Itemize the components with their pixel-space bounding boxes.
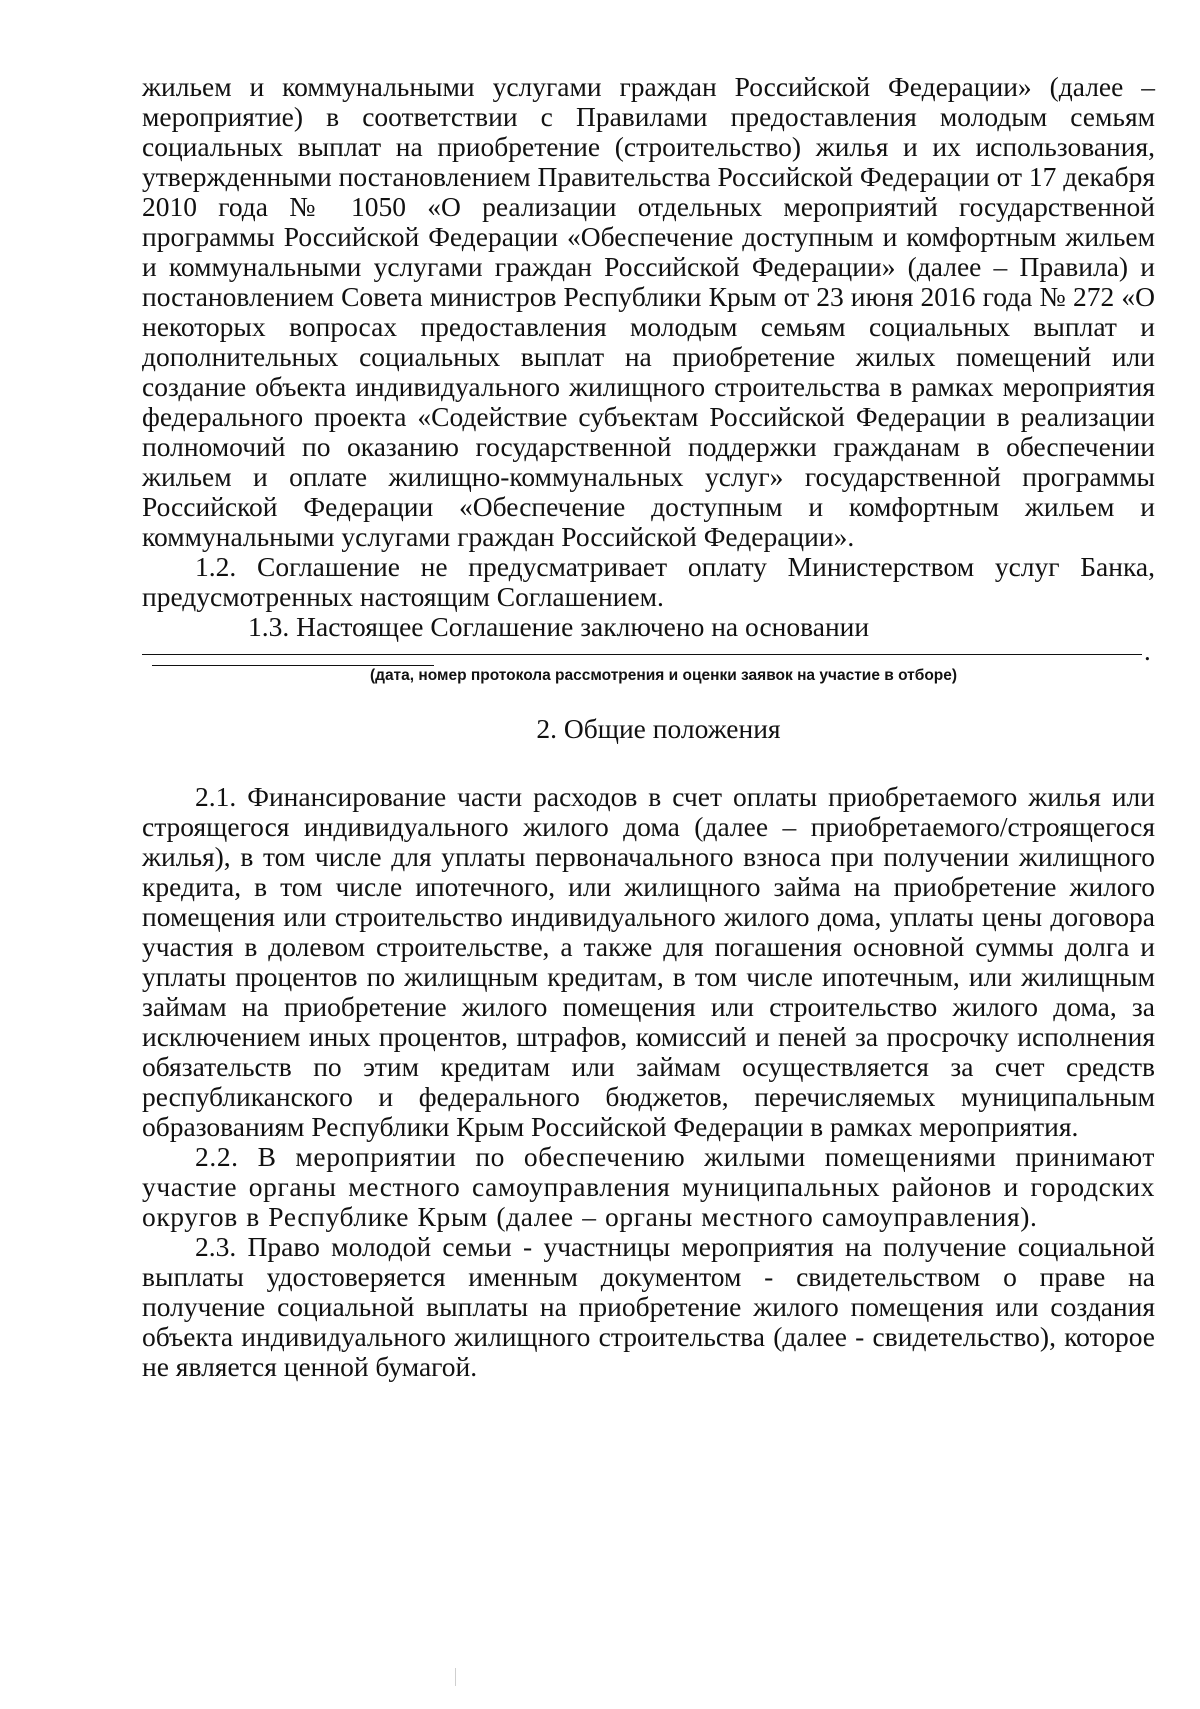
paragraph-2-1: 2.1. Финансирование части расходов в счет оплаты приобретаемого жилья или строящегося индивидуального жилого дома (далее – приобретаемого/строящегося жилья), в том числе для уплаты первоначального взноса при получении жилищного кредита, в том числе ипотечного, или жилищного займа на приобретение жилого помещения или строительство индивидуального жилого дома, уплаты цены договора участия в долевом строительстве, а также для погашения основной суммы долга и уплаты процентов по жилищным кредитам, в том числе ипотечным, или жилищным займам на приобретение жилого помещения или строительство жилого дома, за исключением иных процентов, штрафов, комиссий и пеней за просрочку исполнения обязательств по этим кредитам или займам осуществляется за счет средств республиканского и федерального бюджетов, перечисляемых муниципальным образованиям Республики Крым Российской Федерации в рамках мероприятия.	[142, 781, 1155, 1142]
paragraph-1-3-row	[142, 612, 1155, 642]
paragraph-1-2: 1.2. Соглашение не предусматривает оплату Министерством услуг Банка, предусмотренных настоящим Соглашением.	[142, 551, 1155, 612]
scan-artifact-mark	[455, 1668, 456, 1686]
line-end-period: .	[1144, 636, 1151, 666]
blank-basis-full-line	[142, 654, 1142, 655]
blank-basis-full-line-row	[142, 636, 1155, 666]
paragraph-2-2: 2.2. В мероприятии по обеспечению жилыми помещениями принимают участие органы местного самоуправления муниципальных районов и городских округов в Республике Крым (далее – органы местного самоуправления).	[142, 1141, 1155, 1232]
paragraph-1-1-continuation: жильем и коммунальными услугами граждан Российской Федерации» (далее – мероприятие) в соответствии с Правилами предоставления молодым семьям социальных выплат на приобретение (строительство) жилья и их использования, утвержденными постановлением Правительства Российской Федерации от 17 декабря 2010 года № 1050 «О реализации отдельных мероприятий государственной программы Российской Федерации «Обеспечение доступным и комфортным жильем и коммунальными услугами граждан Российской Федерации» (далее – Правила) и постановлением Совета министров Республики Крым от 23 июня 2016 года № 272 «О некоторых вопросах предоставления молодым семьям социальных выплат и дополнительных социальных выплат на приобретение жилых помещений или создание объекта индивидуального жилищного строительства в рамках мероприятия федерального проекта «Содействие субъектам Российской Федерации в реализации полномочий по оказанию государственной поддержки гражданам в обеспечении жильем и оплате жилищно-коммунальных услуг» государственной программы Российской Федерации «Обеспечение доступным и комфортным жильем и коммунальными услугами граждан Российской Федерации».	[142, 71, 1155, 552]
section-2-title: 2. Общие положения	[536, 713, 781, 744]
paragraph-2-3: 2.3. Право молодой семьи - участницы мероприятия на получение социальной выплаты удостоверяется именным документом - свидетельством о праве на получение социальной выплаты на приобретение жилого помещения или создания объекта индивидуального жилищного строительства (далее - свидетельство), которое не является ценной бумагой.	[142, 1231, 1155, 1382]
blank-line-caption: (дата, номер протокола рассмотрения и оценки заявок на участие в отборе)	[369, 667, 958, 684]
document-page	[142, 72, 1155, 1382]
paragraph-1-3: 1.3. Настоящее Соглашение заключено на основании	[248, 611, 870, 642]
